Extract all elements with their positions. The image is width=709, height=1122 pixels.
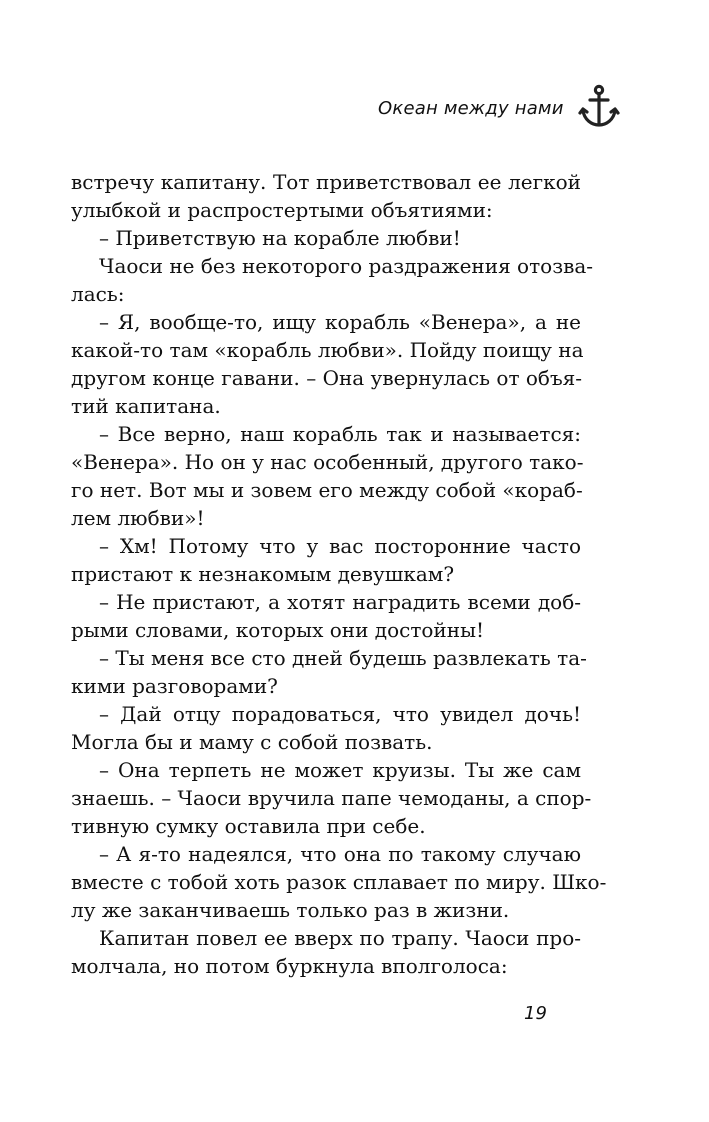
text-line: го нет. Вот мы и зовем его между собой «кораб- [71, 478, 583, 502]
text-line: тий капитана. [71, 394, 221, 418]
text-line: лем любви»! [71, 506, 205, 530]
text-line: – Я, вообще-то, ищу корабль «Венера», а не [99, 310, 581, 334]
text-line: молчала, но потом буркнула вполголоса: [71, 954, 508, 978]
running-head [378, 96, 564, 117]
text-line: Могла бы и маму с собой позвать. [71, 730, 433, 754]
text-line: – Все верно, наш корабль так и называется: [99, 422, 581, 446]
text-line: – А я-то надеялся, что она по такому случаю [99, 842, 581, 866]
text-line: вместе с тобой хоть разок сплавает по миру. Шко- [71, 870, 607, 894]
text-line: «Венера». Но он у нас особенный, другого тако- [71, 450, 584, 474]
text-line: улыбкой и распростертыми объятиями: [71, 198, 493, 222]
body-text [71, 168, 607, 980]
anchor-icon [578, 84, 620, 130]
text-line: какой-то там «корабль любви». Пойду поищу на [71, 338, 584, 362]
text-line: – Приветствую на корабле любви! [99, 226, 461, 250]
running-title: Океан между нами [378, 98, 564, 119]
text-line: лу же заканчиваешь только раз в жизни. [71, 898, 510, 922]
text-line: – Она терпеть не может круизы. Ты же сам [99, 758, 581, 782]
text-line: – Дай отцу порадоваться, что увидел дочь! [99, 702, 581, 726]
text-line: – Ты меня все сто дней будешь развлекать та- [99, 646, 587, 670]
text-line: знаешь. – Чаоси вручила папе чемоданы, а спор- [71, 786, 592, 810]
text-line: Капитан повел ее вверх по трапу. Чаоси про- [99, 926, 581, 950]
text-line: – Хм! Потому что у вас посторонние часто [99, 534, 581, 558]
text-line: тивную сумку оставила при себе. [71, 814, 426, 838]
page-number: 19 [524, 1003, 547, 1024]
text-line: другом конце гавани. – Она увернулась от объя- [71, 366, 583, 390]
text-line: Чаоси не без некоторого раздражения отозва- [99, 254, 594, 278]
text-line: кими разговорами? [71, 674, 278, 698]
text-line: лась: [71, 282, 125, 306]
text-line: встречу капитану. Тот приветствовал ее легкой [71, 170, 581, 194]
text-line: рыми словами, которых они достойны! [71, 618, 485, 642]
text-line: – Не пристают, а хотят наградить всеми доб- [99, 590, 581, 614]
text-line: пристают к незнакомым девушкам? [71, 562, 455, 586]
